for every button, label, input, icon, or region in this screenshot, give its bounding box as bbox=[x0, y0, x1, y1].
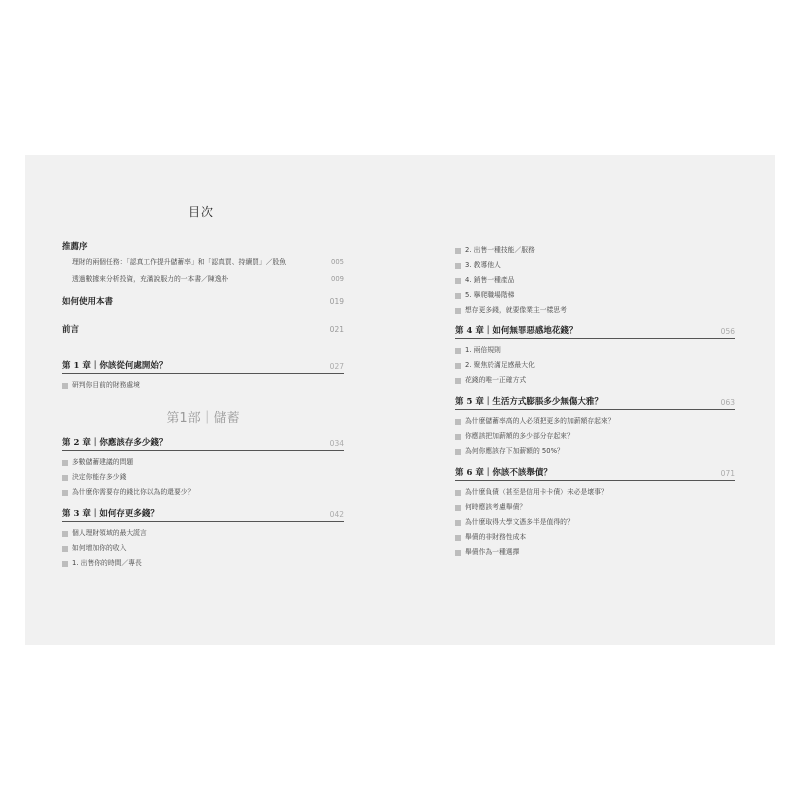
preface-entry-text: 理財的兩個任務：「認真工作提升儲蓄率」和「認真買、持續買」／股魚 bbox=[72, 258, 287, 266]
bullet-square-icon bbox=[455, 378, 461, 384]
section-item[interactable] bbox=[455, 243, 735, 258]
section-item[interactable] bbox=[455, 444, 735, 459]
how-to-use-page: 019 bbox=[329, 297, 344, 306]
bullet-square-icon bbox=[455, 505, 461, 511]
chapter-3-label: 第 3 章｜如何存更多錢？ bbox=[62, 509, 159, 519]
preface-heading-text: 推薦序 bbox=[62, 242, 88, 252]
bullet-square-icon bbox=[455, 449, 461, 455]
section-item[interactable] bbox=[455, 343, 735, 358]
bullet-square-icon bbox=[455, 363, 461, 369]
section-item-text: 決定你能存多少錢 bbox=[72, 473, 127, 481]
section-item-text: 2. 出售一種技能／服務 bbox=[465, 246, 535, 254]
section-item[interactable] bbox=[62, 378, 344, 393]
chapter-4-label: 第 4 章｜如何無罪惡感地花錢？ bbox=[455, 326, 578, 336]
section-item-text: 為什麼儲蓄率高的人必須把更多的加薪額存起來？ bbox=[465, 417, 615, 425]
section-item[interactable] bbox=[455, 545, 735, 560]
foreword-text: 前言 bbox=[62, 325, 80, 335]
section-item[interactable] bbox=[455, 500, 735, 515]
section-item[interactable] bbox=[62, 485, 344, 500]
section-item[interactable] bbox=[62, 455, 344, 470]
section-item-text: 1. 出售你的時間／專長 bbox=[72, 559, 142, 567]
chapter-1-label: 第 1 章｜你該從何處開始？ bbox=[62, 361, 168, 371]
section-item-text: 如何增加你的收入 bbox=[72, 544, 127, 552]
section-item-text: 多數儲蓄建議的問題 bbox=[72, 458, 134, 466]
section-item-text: 2. 聚焦於滿足感最大化 bbox=[465, 361, 535, 369]
bullet-square-icon bbox=[455, 248, 461, 254]
chapter-2-heading[interactable] bbox=[62, 436, 344, 451]
how-to-use-entry[interactable] bbox=[62, 295, 344, 307]
section-item-text: 為什麼你需要存的錢比你以為的還要少？ bbox=[72, 488, 195, 496]
section-item-text: 4. 銷售一種產品 bbox=[465, 276, 515, 284]
bullet-square-icon bbox=[455, 263, 461, 269]
bullet-square-icon bbox=[62, 475, 68, 481]
section-item-text: 5. 擧爬職場階梯 bbox=[465, 291, 515, 299]
chapter-6-heading[interactable] bbox=[455, 466, 735, 481]
section-item[interactable] bbox=[455, 530, 735, 545]
preface-entry-page: 009 bbox=[331, 275, 344, 283]
chapter-5-label: 第 5 章｜生活方式膨脹多少無傷大雅？ bbox=[455, 397, 603, 407]
section-item[interactable] bbox=[455, 358, 735, 373]
section-item[interactable] bbox=[455, 288, 735, 303]
bullet-square-icon bbox=[455, 348, 461, 354]
chapter-6-page: 071 bbox=[720, 469, 735, 478]
section-item[interactable] bbox=[455, 515, 735, 530]
foreword-entry[interactable] bbox=[62, 323, 344, 335]
chapter-2-page: 034 bbox=[329, 439, 344, 448]
bullet-square-icon bbox=[455, 535, 461, 541]
section-item[interactable] bbox=[62, 526, 344, 541]
chapter-1-heading[interactable] bbox=[62, 359, 344, 374]
part-1-title: 第1部｜儲蓄 bbox=[166, 411, 240, 426]
section-item[interactable] bbox=[455, 373, 735, 388]
section-item-text: 想存更多錢，就要像業主一樣思考 bbox=[465, 306, 567, 314]
bullet-square-icon bbox=[455, 293, 461, 299]
preface-entry[interactable] bbox=[62, 254, 344, 271]
section-item[interactable] bbox=[455, 414, 735, 429]
left-page-column bbox=[62, 240, 344, 571]
bullet-square-icon bbox=[455, 550, 461, 556]
section-item[interactable] bbox=[62, 556, 344, 571]
section-item-text: 為什麼取得大學文憑多半是值得的？ bbox=[465, 518, 574, 526]
right-page-column bbox=[455, 240, 735, 560]
bullet-square-icon bbox=[62, 561, 68, 567]
preface-entry-text: 透過數據來分析投資，充滿說服力的一本書／陳逸朴 bbox=[72, 275, 229, 283]
bullet-square-icon bbox=[62, 490, 68, 496]
chapter-1-page: 027 bbox=[329, 362, 344, 371]
bullet-square-icon bbox=[62, 460, 68, 466]
section-item-text: 1. 兩倍規則 bbox=[465, 346, 501, 354]
preface-entry-page: 005 bbox=[331, 258, 344, 266]
how-to-use-text: 如何使用本書 bbox=[62, 297, 114, 307]
chapter-3-page: 042 bbox=[329, 510, 344, 519]
section-item-text: 你應該把加薪額的多少部分存起來？ bbox=[465, 432, 574, 440]
bullet-square-icon bbox=[62, 546, 68, 552]
chapter-4-heading[interactable] bbox=[455, 324, 735, 339]
section-item-text: 何時應該考慮舉債？ bbox=[465, 503, 527, 511]
bullet-square-icon bbox=[455, 419, 461, 425]
bullet-square-icon bbox=[455, 278, 461, 284]
section-item[interactable] bbox=[455, 273, 735, 288]
section-item[interactable] bbox=[62, 541, 344, 556]
bullet-square-icon bbox=[62, 383, 68, 389]
chapter-2-label: 第 2 章｜你應該存多少錢？ bbox=[62, 438, 168, 448]
bullet-square-icon bbox=[455, 434, 461, 440]
section-item[interactable] bbox=[455, 485, 735, 500]
chapter-5-page: 063 bbox=[720, 398, 735, 407]
section-item[interactable] bbox=[455, 303, 735, 318]
chapter-5-heading[interactable] bbox=[455, 395, 735, 410]
section-item-text: 為什麼負債（甚至是信用卡卡債）未必是壞事？ bbox=[465, 488, 608, 496]
preface-heading bbox=[62, 240, 344, 252]
section-item-text: 個人理財領域的最大謊言 bbox=[72, 529, 147, 537]
section-item-text: 為何你應該存下加薪額的 50%？ bbox=[465, 447, 564, 455]
bullet-square-icon bbox=[62, 531, 68, 537]
foreword-page: 021 bbox=[329, 325, 344, 334]
section-item-text: 舉債的非財務性成本 bbox=[465, 533, 527, 541]
chapter-4-page: 056 bbox=[720, 327, 735, 336]
section-item-text: 花錢的唯一正確方式 bbox=[465, 376, 527, 384]
chapter-3-heading[interactable] bbox=[62, 507, 344, 522]
section-item-text: 研判你目前的財務處境 bbox=[72, 381, 140, 389]
section-item[interactable] bbox=[455, 258, 735, 273]
bullet-square-icon bbox=[455, 520, 461, 526]
page-title: 目次 bbox=[188, 205, 215, 219]
preface-entry[interactable] bbox=[62, 271, 344, 288]
bullet-square-icon bbox=[455, 308, 461, 314]
chapter-6-label: 第 6 章｜你該不該舉債？ bbox=[455, 468, 552, 478]
section-item-text: 舉債作為一種選擇 bbox=[465, 548, 520, 556]
bullet-square-icon bbox=[455, 490, 461, 496]
section-item[interactable] bbox=[62, 470, 344, 485]
section-item-text: 3. 教導他人 bbox=[465, 261, 501, 269]
section-item[interactable] bbox=[455, 429, 735, 444]
